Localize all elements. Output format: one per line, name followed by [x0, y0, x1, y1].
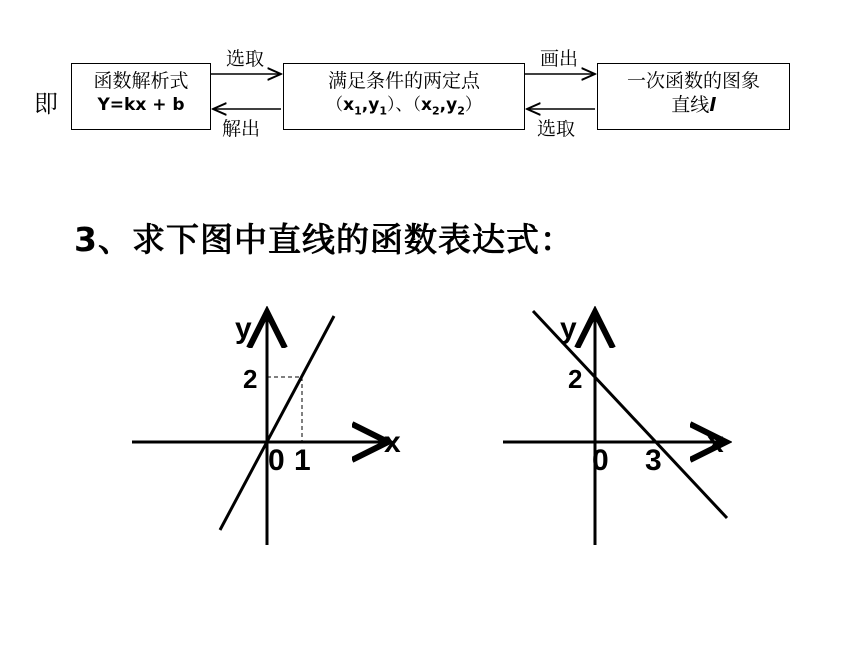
- label-draw: 画出: [540, 48, 579, 70]
- pt-sub4: 2: [457, 104, 465, 118]
- box1-line1: 函数解析式: [93, 70, 189, 92]
- box1-line2: Y=kx + b: [97, 95, 185, 115]
- pt-comma1: ,: [361, 95, 369, 115]
- label-select-2: 选取: [537, 118, 576, 140]
- box3-line1: 一次函数的图象: [626, 70, 760, 92]
- pt-x2: x: [421, 95, 432, 115]
- graph2-y-tick: 2: [568, 364, 583, 394]
- pt-x1: x: [343, 95, 355, 115]
- pt-sep: 、: [395, 95, 413, 115]
- flow-arrows: [0, 0, 860, 160]
- question-title: 3、求下图中直线的函数表达式：: [74, 220, 574, 259]
- pt-close2: ）: [464, 95, 482, 115]
- graph1-x-tick: 1: [294, 444, 311, 477]
- graph2-origin: 0: [592, 444, 609, 477]
- graph1-y-tick: 2: [243, 364, 258, 394]
- pt-sub1: 1: [354, 104, 362, 118]
- pt-y1: y: [368, 95, 380, 115]
- graph-1: [0, 300, 430, 630]
- pt-sub2: 1: [379, 104, 387, 118]
- pt-comma2: ,: [439, 95, 447, 115]
- pt-close1: ）: [387, 95, 396, 115]
- graph1-x-label: x: [384, 426, 401, 459]
- pt-y2: y: [446, 95, 458, 115]
- box2-line1: 满足条件的两定点: [327, 70, 480, 92]
- pt-open2: （: [412, 95, 421, 115]
- graph1-y-label: y: [235, 312, 252, 345]
- graph1-origin: 0: [268, 444, 285, 477]
- label-solve: 解出: [222, 118, 261, 140]
- pt-open1: （: [326, 95, 344, 115]
- box3-line2-var: l: [709, 94, 716, 116]
- prefix-text: 即: [34, 90, 58, 118]
- graph2-x-label: x: [707, 426, 724, 459]
- label-select-1: 选取: [226, 48, 265, 70]
- pt-sub3: 2: [431, 104, 440, 118]
- box3-line2-text: 直线: [671, 94, 710, 116]
- graph2-y-label: y: [560, 312, 577, 345]
- graph-2: [430, 300, 860, 630]
- graph1-line: [220, 316, 334, 530]
- graph2-x-tick: 3: [645, 444, 662, 477]
